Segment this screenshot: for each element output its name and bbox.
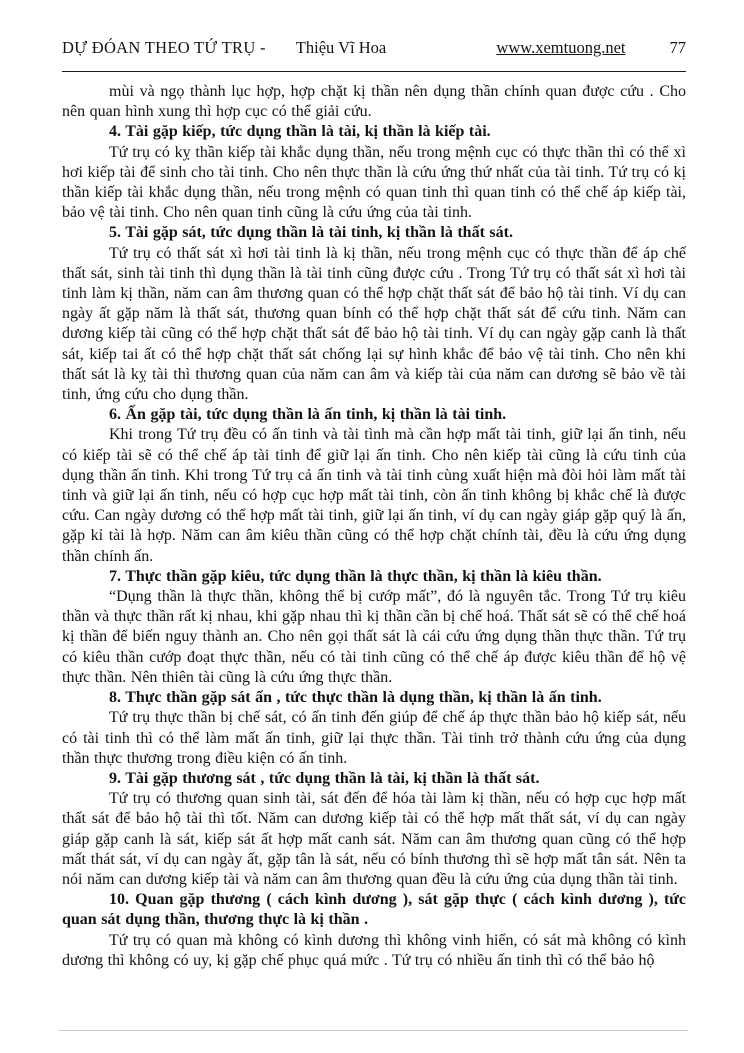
section-heading: 6. Ấn gặp tài, tức dụng thần là ấn tinh, kị thần là tài tinh. <box>109 406 507 424</box>
section-6 <box>62 405 686 567</box>
page-number: 77 <box>669 38 686 57</box>
website-link[interactable]: www.xemtuong.net <box>496 38 626 57</box>
author-name: Thiệu Vĩ Hoa <box>295 38 387 57</box>
footer-rule <box>58 1030 688 1031</box>
section-10 <box>62 890 686 971</box>
book-title: DỰ ĐÓAN THEO TỨ TRỤ - <box>62 38 266 57</box>
section-heading: 10. Quan gặp thương ( cách kình dương ), sát gặp thực ( cách kình dương ), tức quan sát dụng thần, thương thực là kị thần . <box>62 891 686 929</box>
section-heading: 4. Tài gặp kiếp, tức dụng thần là tài, kị thần là kiếp tài. <box>109 123 491 141</box>
section-body: Tứ trụ có quan mà không có kình dương thì không vinh hiển, có sát mà không có kình dương thì không có uy, kị gặp chế phục quá mức . Tứ trụ có nhiều ấn tinh thì có thể bảo hộ <box>62 931 686 969</box>
section-heading: 7. Thực thần gặp kiêu, tức dụng thần là thực thần, kị thần là kiêu thần. <box>109 567 602 585</box>
section-body: Tứ trụ có thương quan sinh tài, sát đến để hóa tài làm kị thần, nếu có hợp cục hợp mất thất sát để bảo hộ tài thì tốt. Năm can dương kiếp tài có thể hợp mất thất sát, ví dụ can ngày giáp gặp canh là sát, kiếp sát ất hợp mất canh sát. Năm can âm thương quan cũng có thể hợp mất thát sát, ví dụ can ngày ất, gặp tân là sát, nếu có bính thương thì sẽ hợp mất tân sát. Nên ta nói năm can dương kiếp tài và năm can âm thương quan đều là cứu ứng của dụng thần tài tinh. <box>62 790 686 888</box>
section-8 <box>62 688 686 769</box>
section-heading: 5. Tài gặp sát, tức dụng thần là tài tinh, kị thần là thất sát. <box>109 224 513 242</box>
section-body: “Dụng thần là thực thần, không thể bị cướp mất”, đó là nguyên tắc. Trong Tứ trụ kiêu thần và thực thần rất kị nhau, khi gặp nhau thì kị thần cần bị chế hoá. Thất sát sẽ có thể chế hoá kị thần để biến nguy thành an. Cho nên gọi thất sát là cái cứu ứng dụng thần thực thần. Tứ trụ có kiêu thần cướp đoạt thực thần, nếu có tài tinh cũng có thể chế áp được kiêu thần để hộ vệ thực thần. Nên thiên tài cũng là cứu ứng thực thần. <box>62 588 686 686</box>
section-body: Tứ trụ có kỵ thần kiếp tài khắc dụng thần, nếu trong mệnh cục có thực thần thì có thể xì hơi kiếp tài để sinh cho tài tinh. Cho nên thực thần là cứu ứng thứ nhất của tài tinh. Tứ trụ có kị thần kiếp tài khắc dụng thần, nếu trong mệnh có quan tinh thì quan tinh có thể chế áp kiếp tài, bảo vệ tài tinh. Cho nên quan tinh cũng là cứu ứng của tài tinh. <box>62 143 686 222</box>
section-9 <box>62 769 686 890</box>
section-body: Tứ trụ có thất sát xì hơi tài tinh là kị thần, nếu trong mệnh cục có thực thần để áp chế thất sát, sinh tài tinh thì dụng thần là tài tinh cũng được cứu . Trong Tứ trụ có thất sát xì hơi tài tinh làm kị thần, năm can âm thương quan có thể hợp chặt thất sát để bảo hộ tài tinh. Ví dụ can ngày ất gặp năm là thất sát, thương quan bính có thể hợp chặt thất sát để cứu tinh. Năm can dương kiếp tài cũng có thể hợp chặt thất sát để bảo hộ tài tinh. Ví dụ can ngày gặp canh là thất sát, kiếp tai ất có thể hợp chặt thất sát chống lại sự hình khắc để bảo vệ tài tinh. Cho nên khi thất sát là kỵ tài thì thương quan của năm can âm và kiếp tài của năm can dương sẽ bảo về tài tinh, ứng cứu cho dụng thần. <box>62 244 686 404</box>
section-5 <box>62 223 686 405</box>
page-header <box>62 38 686 58</box>
section-heading: 8. Thực thần gặp sát ấn , tức thực thần là dụng thần, kị thần là ấn tinh. <box>109 689 602 707</box>
section-4 <box>62 122 686 223</box>
section-body: Khi trong Tứ trụ đều có ấn tinh và tài tình mà cần hợp mất tài tinh, giữ lại ấn tinh, nếu có kiếp tài sẽ có thể chế áp tài tinh để giữ lại ấn tinh. Cho nên kiếp tài cũng là cứu tinh của dụng thần ấn tinh. Khi trong Tứ trụ cả ấn tinh và tài tinh cùng xuất hiện mà đòi hỏi làm mất tài tinh và giữ lại ấn tinh, nếu có hợp cục hợp mất tài tinh, còn ấn tinh không bị khắc chế là được cứu. Can ngày dương có thể hợp mất tài tinh, giữ lại ấn tinh, ví dụ can ngày giáp gặp quý là ấn, gặp kỉ tài là hợp. Năm can âm kiêu thần cũng có thể hợp chặt chính tài, đều là cứu ứng dụng thần chính ấn. <box>62 426 686 565</box>
page-content <box>62 82 686 971</box>
header-rule <box>62 71 686 72</box>
section-7 <box>62 567 686 688</box>
section-body: Tứ trụ thực thần bị chế sát, có ấn tinh đến giúp để chế áp thực thần bảo hộ kiếp sát, nếu có tài tinh thì có thể làm mất ấn tinh, giữ lại thực thần. Tài tinh trở thành cứu ứng của dụng thần thực thương trong điều kiện có ấn tinh. <box>62 709 686 767</box>
intro-paragraph: mùi và ngọ thành lục hợp, hợp chặt kị thần nên dụng thần chính quan được cứu . Cho nên quan hình xung thì hợp cục có thể giải cứu. <box>62 83 686 121</box>
section-heading: 9. Tài gặp thương sát , tức dụng thần là tài, kị thần là thất sát. <box>109 769 540 787</box>
